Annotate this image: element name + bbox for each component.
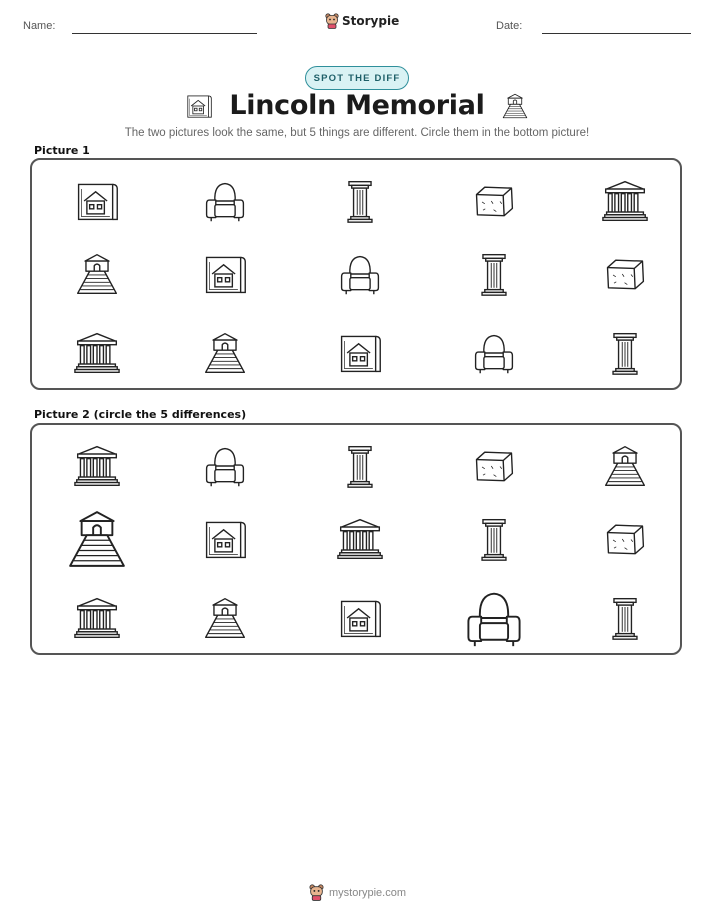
memorial-stairs-icon[interactable]: [202, 595, 248, 641]
armchair-icon: [471, 330, 517, 376]
column-icon[interactable]: [337, 443, 383, 489]
blueprint-icon[interactable]: [202, 516, 248, 562]
armchair-icon[interactable]: [462, 586, 526, 650]
column-icon: [337, 178, 383, 224]
name-label: Name:: [23, 20, 56, 32]
column-icon[interactable]: [471, 516, 517, 562]
spot-the-diff-badge: SPOT THE DIFF: [305, 66, 409, 90]
footer: [309, 884, 406, 901]
storypie-mascot-icon: [309, 884, 324, 901]
blueprint-icon: [337, 330, 383, 376]
storypie-mascot-icon: [325, 13, 339, 29]
picture-2-panel[interactable]: [30, 423, 682, 655]
memorial-temple-icon[interactable]: [74, 595, 120, 641]
memorial-temple-icon: [602, 178, 648, 224]
stone-block-icon: [471, 178, 517, 224]
brand-logo: [325, 13, 399, 29]
armchair-icon[interactable]: [202, 443, 248, 489]
picture-1-panel: [30, 158, 682, 390]
brand-name: Storypie: [342, 14, 400, 28]
memorial-stairs-icon: [74, 251, 120, 297]
memorial-temple-icon[interactable]: [74, 443, 120, 489]
blueprint-icon: [185, 92, 213, 120]
blueprint-icon: [202, 251, 248, 297]
memorial-stairs-icon[interactable]: [65, 507, 129, 571]
column-icon[interactable]: [602, 595, 648, 641]
title-row: [0, 90, 714, 121]
instructions-text: The two pictures look the same, but 5 things are different. Circle them in the bottom picture!: [124, 127, 590, 139]
blueprint-icon[interactable]: [337, 595, 383, 641]
picture-1-label: Picture 1: [34, 144, 90, 157]
name-line[interactable]: [72, 33, 257, 34]
column-icon: [602, 330, 648, 376]
memorial-temple-icon[interactable]: [337, 516, 383, 562]
memorial-temple-icon: [74, 330, 120, 376]
date-line[interactable]: [542, 33, 691, 34]
date-label: Date:: [496, 20, 523, 32]
memorial-stairs-icon: [202, 330, 248, 376]
stone-block-icon[interactable]: [602, 516, 648, 562]
memorial-stairs-icon: [501, 92, 529, 120]
page-title: Lincoln Memorial: [229, 90, 485, 121]
footer-url[interactable]: mystorypie.com: [329, 886, 407, 899]
picture-2-label: Picture 2 (circle the 5 differences): [34, 408, 247, 421]
armchair-icon: [202, 178, 248, 224]
column-icon: [471, 251, 517, 297]
blueprint-icon: [74, 178, 120, 224]
memorial-stairs-icon[interactable]: [602, 443, 648, 489]
armchair-icon: [337, 251, 383, 297]
stone-block-icon: [602, 251, 648, 297]
stone-block-icon[interactable]: [471, 443, 517, 489]
